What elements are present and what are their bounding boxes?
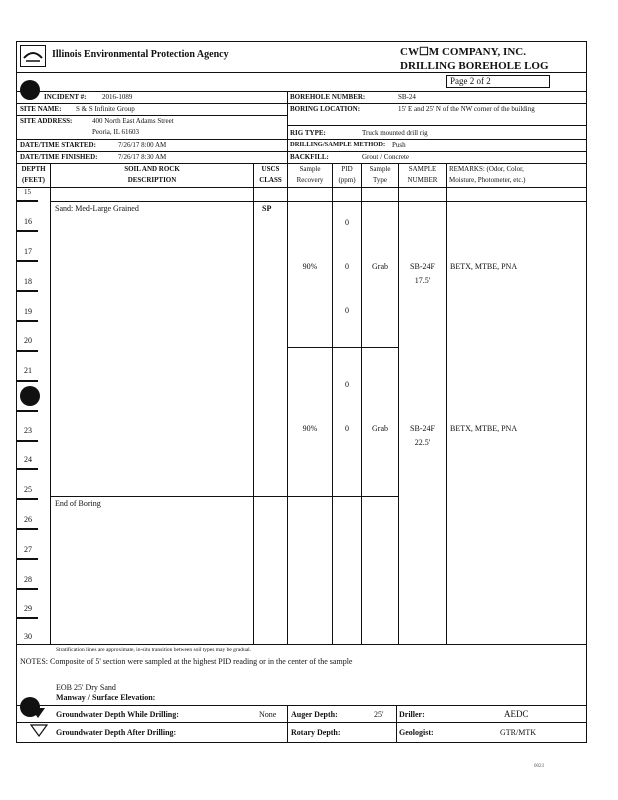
col-number-header-1: SAMPLE [408, 165, 437, 173]
col-type-header-1: Sample [369, 165, 391, 173]
site-name-value: S & S Infinite Group [76, 105, 135, 113]
auger-label: Auger Depth: [291, 710, 338, 719]
pid-value: 0 [345, 380, 349, 389]
depth-label: 24 [24, 455, 32, 464]
sample-depth: 17.5' [414, 276, 431, 285]
sample-remarks: BETX, MTBE, PNA [450, 424, 518, 433]
depth-label: 16 [24, 217, 32, 226]
incident-label: INCIDENT #: [44, 93, 87, 101]
finished-label: DATE/TIME FINISHED: [20, 153, 98, 161]
site-address-line1: 400 North East Adams Street [92, 117, 174, 125]
col-depth-header-1: DEPTH [21, 165, 46, 173]
depth-label: 30 [24, 632, 32, 641]
notes: NOTES: Composite of 5' section were sampled at the highest PID reading or in the center of the sample [20, 657, 353, 666]
col-soil-header-2: DESCRIPTION [127, 176, 177, 184]
sample-recovery: 90% [302, 262, 318, 271]
incident-value: 2016-1089 [102, 93, 133, 101]
drilling-method-value: Push [392, 141, 406, 149]
site-address-line2: Peoria, IL 61603 [92, 128, 139, 136]
page-number: Page 2 of 2 [446, 75, 550, 88]
uscs-class: SP [262, 204, 272, 213]
geologist-label: Geologist: [399, 728, 434, 737]
col-recovery-header-2: Recovery [296, 176, 324, 184]
log-title: DRILLING BOREHOLE LOG [400, 60, 549, 72]
borehole-value: SB-24 [398, 93, 416, 101]
depth-label: 18 [24, 277, 32, 286]
gw-after-label: Groundwater Depth After Drilling: [56, 728, 177, 737]
site-name-label: SITE NAME: [20, 105, 62, 113]
stratification-note: Stratification lines are approximate, in-situ transition between soil types may be gradual. [56, 647, 252, 653]
depth-label: 15 [24, 188, 31, 196]
eob-note: EOB 25' Dry Sand [56, 683, 116, 692]
sample-recovery: 90% [302, 424, 318, 433]
sample-type: Grab [372, 262, 388, 271]
col-number-header-2: NUMBER [407, 176, 438, 184]
depth-label: 27 [24, 545, 32, 554]
col-uscs-header-2: CLASS [259, 176, 282, 184]
sample-type: Grab [372, 424, 388, 433]
col-type-header-2: Type [373, 176, 387, 184]
rotary-label: Rotary Depth: [291, 728, 341, 737]
started-value: 7/26/17 8:00 AM [118, 141, 167, 149]
depth-label: 23 [24, 426, 32, 435]
finished-value: 7/26/17 8:30 AM [118, 153, 167, 161]
pid-value: 0 [345, 306, 349, 315]
col-pid-header-1: PID [341, 165, 353, 173]
sample-number: SB-24F [410, 424, 435, 433]
drilling-method-label: DRILLING/SAMPLE METHOD: [290, 141, 386, 148]
gw-while-value: None [259, 710, 277, 719]
rig-type-value: Truck mounted drill rig [362, 129, 428, 137]
gw-while-label: Groundwater Depth While Drilling: [56, 710, 179, 719]
soil-description: Sand: Med-Large Grained [55, 204, 139, 213]
sample-number: SB-24F [410, 262, 435, 271]
depth-label: 21 [24, 366, 32, 375]
depth-label: 26 [24, 515, 32, 524]
col-soil-header-1: SOIL AND ROCK [124, 165, 180, 173]
punch-hole [20, 386, 40, 406]
pid-value: 0 [345, 218, 349, 227]
pid-value: 0 [345, 424, 349, 433]
col-pid-header-2: (ppm) [338, 176, 356, 184]
depth-label: 29 [24, 604, 32, 613]
col-recovery-header-1: Sample [299, 165, 321, 173]
punch-hole [20, 697, 40, 717]
geologist-value: GTR/MTK [500, 728, 536, 737]
driller-value: AEDC [504, 709, 529, 719]
boring-location-label: BORING LOCATION: [290, 105, 361, 113]
driller-label: Driller: [399, 710, 425, 719]
boring-location-value: 15' E and 25' N of the NW corner of the building [398, 105, 535, 113]
started-label: DATE/TIME STARTED: [20, 141, 96, 149]
pid-value: 0 [345, 262, 349, 271]
depth-label: 20 [24, 336, 32, 345]
punch-hole [20, 80, 40, 100]
company-name: CW☐M COMPANY, INC. [400, 46, 526, 58]
depth-label: 25 [24, 485, 32, 494]
depth-label: 19 [24, 307, 32, 316]
depth-label: 17 [24, 247, 32, 256]
col-depth-header-2: (FEET) [22, 176, 45, 184]
borehole-label: BOREHOLE NUMBER: [290, 93, 366, 101]
water-table-after-icon [30, 724, 48, 742]
soil-description: End of Boring [55, 499, 101, 508]
agency-logo [20, 45, 46, 67]
rig-type-label: RIG TYPE: [290, 129, 326, 137]
col-remarks-header-1: REMARKS: (Odor, Color, [449, 165, 524, 173]
site-address-label: SITE ADDRESS: [20, 117, 73, 125]
backfill-label: BACKFILL: [290, 153, 329, 161]
sample-remarks: BETX, MTBE, PNA [450, 262, 518, 271]
depth-label: 28 [24, 575, 32, 584]
col-uscs-header-1: USCS [261, 165, 280, 173]
col-remarks-header-2: Moisture, Photometer, etc.) [449, 176, 526, 184]
manway-label: Manway / Surface Elevation: [56, 693, 156, 702]
auger-value: 25' [374, 710, 384, 719]
backfill-value: Grout / Concrete [362, 153, 410, 161]
sample-depth: 22.5' [414, 438, 431, 447]
agency-name: Illinois Environmental Protection Agency [52, 49, 229, 60]
page-stamp: 0023 [534, 764, 544, 769]
